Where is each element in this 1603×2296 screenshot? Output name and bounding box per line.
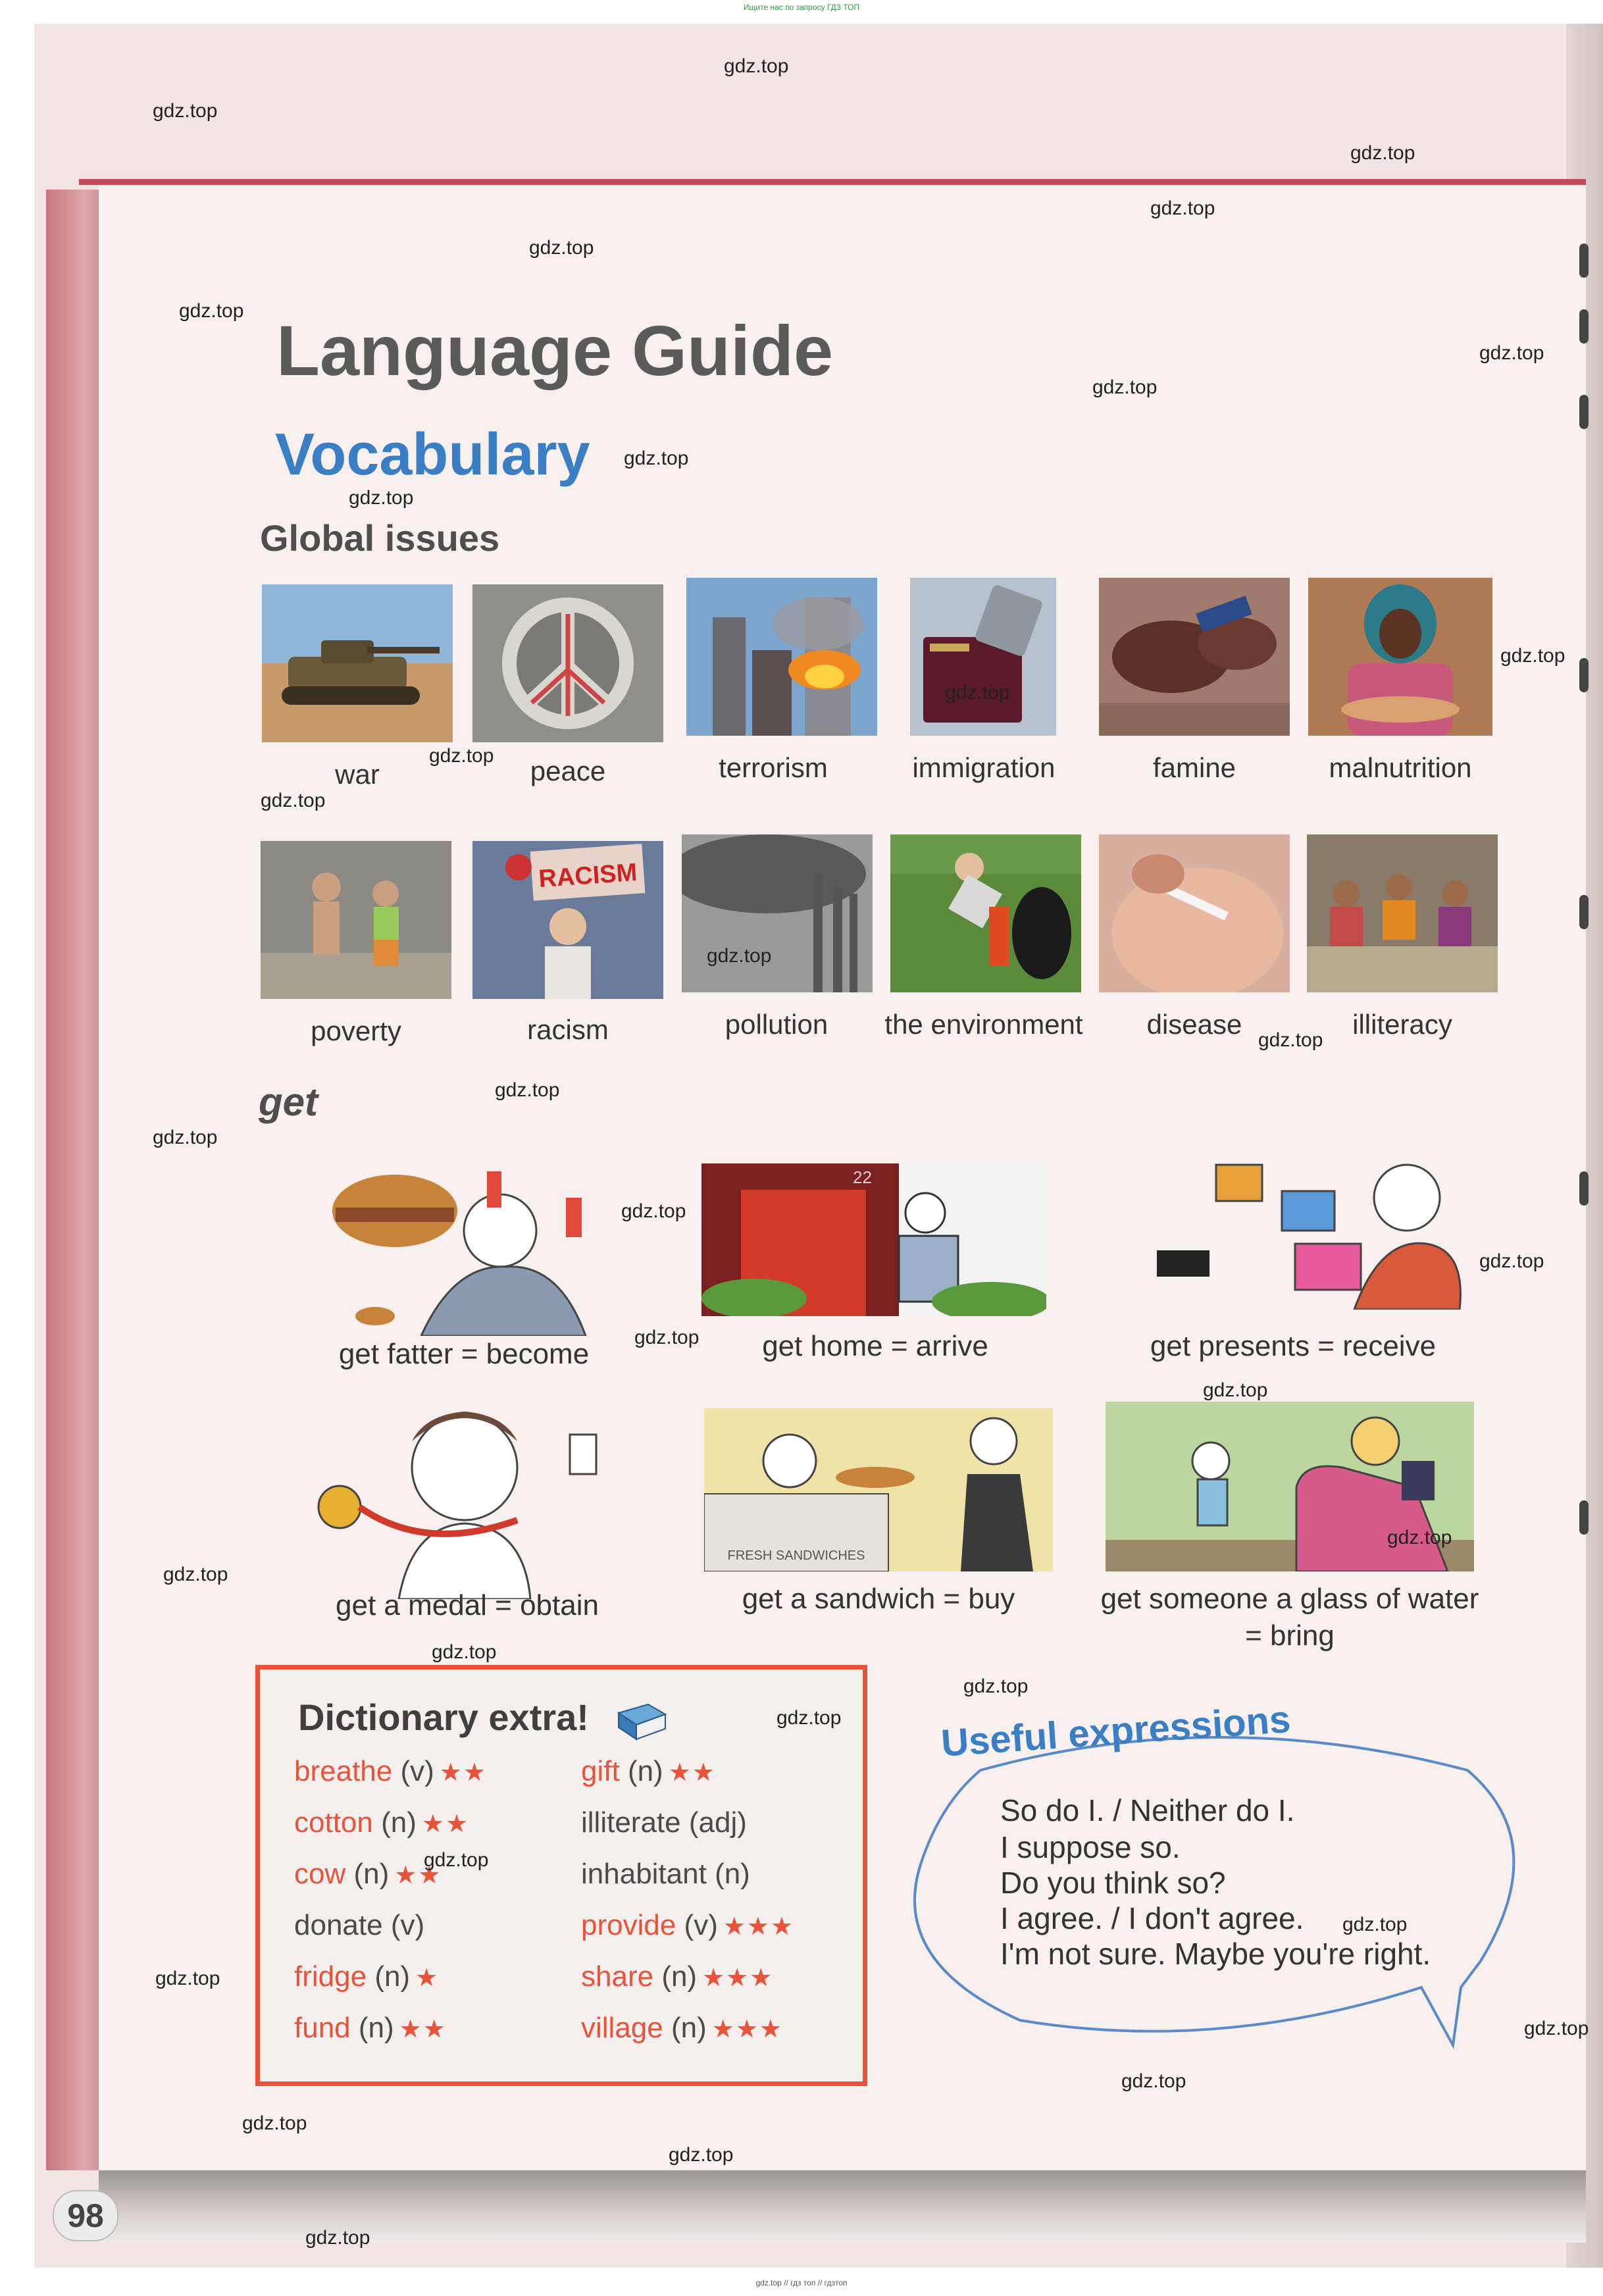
watermark: gdz.top [724,55,789,77]
frequency-stars: ★★★ [723,1913,795,1941]
watermark: gdz.top [1479,342,1544,364]
expression-line: I suppose so. [1000,1830,1181,1864]
binding-ring [1579,1500,1589,1535]
expression-line: So do I. / Neither do I. [1000,1793,1295,1827]
caption-environment: the environment [884,1009,1083,1040]
photo-peace [472,584,663,742]
watermark: gdz.top [1524,2018,1589,2039]
watermark: gdz.top [1121,2070,1186,2092]
photo-disease [1099,834,1290,992]
watermark: gdz.top [242,2112,307,2134]
dictionary-word: inhabitant [581,1858,707,1890]
watermark: gdz.top [163,1564,228,1585]
part-of-speech: (adj) [688,1806,747,1839]
dictionary-word: breathe [294,1755,393,1787]
frequency-stars: ★★ [394,1862,442,1889]
photo-environment [890,834,1081,992]
frequency-stars: ★★★ [711,2016,783,2043]
top-rule [79,179,1586,185]
watermark: gdz.top [776,1707,842,1729]
watermark: gdz.top [1203,1379,1268,1401]
part-of-speech: (n) [627,1755,663,1787]
caption-terrorism: terrorism [719,752,828,783]
dictionary-word: share [581,1960,654,1993]
binding-ring [1579,309,1589,344]
watermark: gdz.top [153,1127,218,1148]
watermark: gdz.top [1092,376,1158,398]
caption-get-fatter: get fatter = become [338,1338,590,1370]
binding-ring [1579,658,1589,692]
binding-ring [1579,1171,1589,1206]
dictionary-word: cotton [294,1806,373,1839]
watermark: gdz.top [153,100,218,122]
watermark: gdz.top [305,2227,370,2249]
frequency-stars: ★★ [668,1759,716,1787]
page-number: 98 [53,2190,118,2241]
part-of-speech: (n) [374,1960,411,1993]
photo-immigration [910,578,1056,736]
caption-get-presents: get presents = receive [1150,1330,1437,1362]
watermark: gdz.top [945,682,1010,703]
watermark: gdz.top [261,790,326,811]
caption-line: = bring [1245,1620,1335,1652]
dictionary-entry [581,1960,773,1993]
watermark: gdz.top [429,745,494,767]
photo-racism [472,841,663,999]
dictionary-entry [581,2012,783,2045]
caption-get-sandwich: get a sandwich = buy [742,1583,1015,1615]
frequency-stars: ★★★ [702,1964,774,1992]
illustration-get-home [701,1163,1046,1316]
part-of-speech: (n) [353,1858,390,1890]
dictionary-word: village [581,2012,663,2044]
part-of-speech: (v) [390,1909,425,1941]
dictionary-entry [294,1909,430,1942]
photo-famine [1099,578,1290,736]
part-of-speech: (n) [381,1806,417,1839]
caption-war: war [335,759,380,790]
dictionary-entry [294,1858,442,1891]
photo-poverty [261,841,451,999]
dictionary-word: provide [581,1909,676,1941]
watermark: gdz.top [1150,197,1215,219]
watermark: gdz.top [179,300,244,322]
dictionary-extra-box [255,1665,867,2086]
caption-pollution: pollution [725,1009,828,1040]
dictionary-word: gift [581,1755,620,1787]
page-title: Language Guide [276,311,834,390]
dictionary-entry [581,1858,755,1891]
book-icon [615,1701,668,1742]
watermark: gdz.top [634,1327,700,1348]
binding-ring [1579,395,1589,429]
illustration-get-fatter [322,1145,605,1336]
caption-get-medal: get a medal = obtain [336,1589,599,1621]
binding-ring [1579,243,1589,278]
watermark: gdz.top [424,1849,489,1871]
watermark: gdz.top [963,1675,1029,1697]
watermark: gdz.top [432,1641,497,1663]
watermark: gdz.top [1258,1029,1323,1051]
photo-malnutrition [1308,578,1492,736]
illustration-get-sandwich [704,1408,1053,1571]
get-heading: get [259,1080,318,1124]
dictionary-entry [581,1806,752,1839]
watermark: gdz.top [495,1079,560,1101]
caption-poverty: poverty [311,1015,401,1046]
part-of-speech: (v) [400,1755,434,1787]
illustration-get-presents [1131,1152,1466,1310]
part-of-speech: (n) [715,1858,750,1890]
part-of-speech: (v) [684,1909,718,1941]
frequency-stars: ★★ [439,1759,487,1787]
watermark: gdz.top [707,945,772,967]
watermark: gdz.top [155,1968,220,1989]
caption-famine: famine [1152,752,1236,783]
dictionary-entry [581,1909,794,1942]
dictionary-word: donate [294,1909,383,1941]
global-issues-heading: Global issues [260,517,500,559]
watermark: gdz.top [1387,1527,1452,1548]
watermark: gdz.top [669,2144,734,2166]
caption-peace: peace [530,755,606,786]
caption-illiteracy: illiteracy [1352,1009,1452,1040]
photo-illiteracy [1307,834,1498,992]
top-banner: Ищите нас по запросу ГДЗ ТОП [743,3,860,12]
photo-pollution [682,834,873,992]
watermark: gdz.top [624,447,689,469]
watermark: gdz.top [1350,142,1415,164]
watermark: gdz.top [1342,1914,1408,1935]
expression-line: I agree. / I don't agree. [1000,1901,1304,1935]
useful-expressions-heading: Useful expressions [940,1697,1292,1765]
caption-line: get someone a glass of water [1100,1583,1479,1615]
caption-malnutrition: malnutrition [1329,752,1472,783]
watermark: gdz.top [1500,645,1565,667]
dictionary-entry [294,1806,469,1839]
watermark: gdz.top [1479,1250,1544,1272]
caption-disease: disease [1146,1009,1242,1040]
part-of-speech: (n) [661,1960,698,1993]
caption-racism: racism [527,1014,609,1045]
dictionary-entry [581,1755,716,1788]
bottom-banner: gdz.top // гдз топ // гдзтоп [755,2278,848,2287]
expression-line: Do you think so? [1000,1866,1226,1900]
racism-sign-text: RACISM [538,858,638,894]
watermark: gdz.top [621,1200,686,1222]
dictionary-entry [294,1755,487,1788]
caption-immigration: immigration [912,752,1056,783]
frequency-stars: ★ [415,1964,440,1992]
door-number: 22 [853,1167,872,1187]
sandwich-sign: FRESH SANDWICHES [727,1548,865,1563]
frequency-stars: ★★ [399,2016,447,2043]
frequency-stars: ★★ [421,1810,470,1838]
binding-ring [1579,895,1589,929]
dictionary-word: fridge [294,1960,367,1993]
dictionary-title: Dictionary extra! [298,1696,589,1738]
dictionary-entry [294,2012,447,2045]
illustration-get-medal [307,1395,629,1599]
caption-get-water [1092,1581,1487,1654]
vocabulary-heading: Vocabulary [275,422,590,488]
part-of-speech: (n) [671,2012,707,2044]
photo-war [262,584,453,742]
watermark: gdz.top [349,487,414,509]
dictionary-word: illiterate [581,1806,681,1839]
dictionary-entry [294,1960,439,1993]
dictionary-word: fund [294,2012,351,2044]
watermark: gdz.top [529,237,594,259]
part-of-speech: (n) [358,2012,394,2044]
expression-line: I'm not sure. Maybe you're right. [1000,1937,1431,1971]
photo-terrorism [686,578,877,736]
caption-get-home: get home = arrive [762,1330,988,1362]
dictionary-word: cow [294,1858,346,1890]
